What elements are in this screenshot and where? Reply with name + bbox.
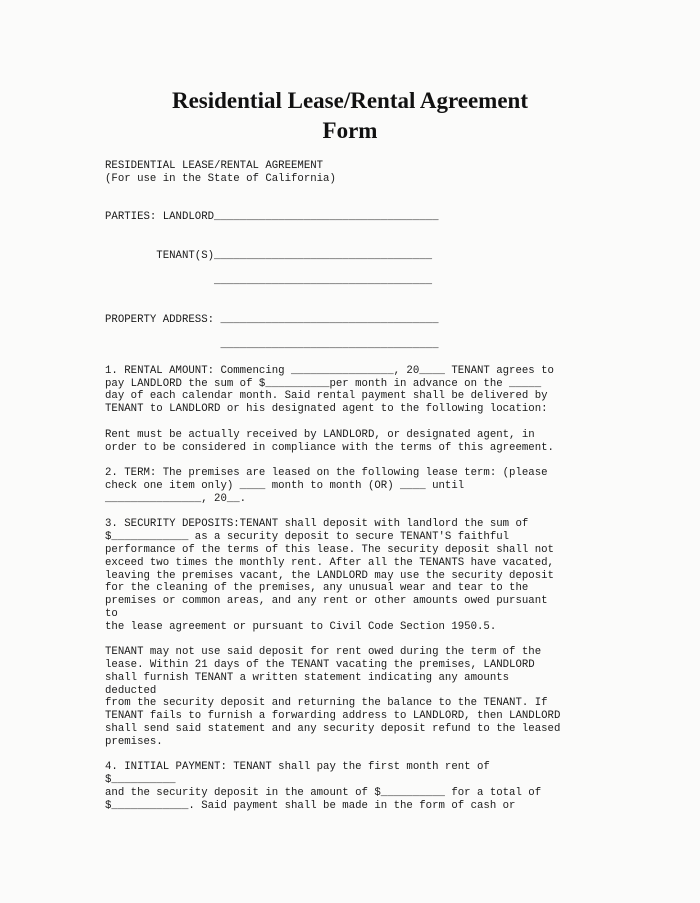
section-line: $____________ as a security deposit to secure TENANT'S faithful xyxy=(105,531,510,544)
section-security-deposits xyxy=(105,518,605,748)
landlord-field[interactable]: PARTIES: LANDLORD___________________________________ xyxy=(105,211,439,224)
section-line: TENANT fails to furnish a forwarding address to LANDLORD, then LANDLORD xyxy=(105,710,561,723)
section-line: 3. SECURITY DEPOSITS:TENANT shall deposit with landlord the sum of xyxy=(105,518,529,531)
section-line: and the security deposit in the amount of $__________ for a total of xyxy=(105,787,542,800)
section-line: deducted xyxy=(105,684,157,697)
section-line: the lease agreement or pursuant to Civil Code Section 1950.5. xyxy=(105,620,497,633)
section-line: $____________. Said payment shall be made in the form of cash or xyxy=(105,799,516,812)
section-line: to xyxy=(105,607,118,620)
section-line: Rent must be actually received by LANDLORD, or designated agent, in xyxy=(105,428,535,441)
section-line: check one item only) ____ month to month (OR) ____ until xyxy=(105,479,465,492)
section-line: performance of the terms of this lease. The security deposit shall not xyxy=(105,543,554,556)
agreement-body xyxy=(105,160,605,813)
section-line: premises. xyxy=(105,735,163,748)
section-line: TENANT to LANDLORD or his designated agent to the following location: xyxy=(105,403,548,416)
section-line: exceed two times the monthly rent. After all the TENANTS have vacated, xyxy=(105,556,554,569)
page-title-line-1: Residential Lease/Rental Agreement xyxy=(171,88,529,113)
section-line: day of each calendar month. Said rental payment shall be delivered by xyxy=(105,390,548,403)
section-line: 4. INITIAL PAYMENT: TENANT shall pay the first month rent of xyxy=(105,761,490,774)
section-term xyxy=(105,467,605,505)
section-line: $__________ xyxy=(105,774,176,787)
property-address-field-line-2[interactable]: __________________________________ xyxy=(105,339,439,352)
section-line: from the security deposit and returning the balance to the TENANT. If xyxy=(105,697,548,710)
section-line: _______________, 20__. xyxy=(105,492,247,505)
section-line: order to be considered in compliance with the terms of this agreement. xyxy=(105,441,554,454)
section-line: pay LANDLORD the sum of $__________per month in advance on the _____ xyxy=(105,377,542,390)
tenant-field[interactable]: TENANT(S)__________________________________ xyxy=(105,249,433,262)
page-title-line-2: Form xyxy=(322,118,378,143)
tenant-field-line-2[interactable]: __________________________________ xyxy=(105,275,433,288)
section-line: shall send said statement and any security deposit refund to the leased xyxy=(105,723,561,736)
section-line: 2. TERM: The premises are leased on the following lease term: (please xyxy=(105,467,548,480)
section-rental-amount xyxy=(105,365,605,455)
section-line: leaving the premises vacant, the LANDLORD may use the security deposit xyxy=(105,569,554,582)
section-line: premises or common areas, and any rent or other amounts owed pursuant xyxy=(105,595,548,608)
section-line: for the cleaning of the premises, any unusual wear and tear to the xyxy=(105,582,529,595)
section-line: 1. RENTAL AMOUNT: Commencing ________________, 20____ TENANT agrees to xyxy=(105,364,554,377)
property-address-field[interactable]: PROPERTY ADDRESS: __________________________________ xyxy=(105,313,439,326)
section-line: lease. Within 21 days of the TENANT vacating the premises, LANDLORD xyxy=(105,659,535,672)
agreement-subheading: (For use in the State of California) xyxy=(105,172,336,185)
section-line: TENANT may not use said deposit for rent owed during the term of the xyxy=(105,646,542,659)
section-initial-payment xyxy=(105,761,605,812)
section-line: shall furnish TENANT a written statement indicating any amounts xyxy=(105,671,510,684)
agreement-heading: RESIDENTIAL LEASE/RENTAL AGREEMENT xyxy=(105,160,324,172)
